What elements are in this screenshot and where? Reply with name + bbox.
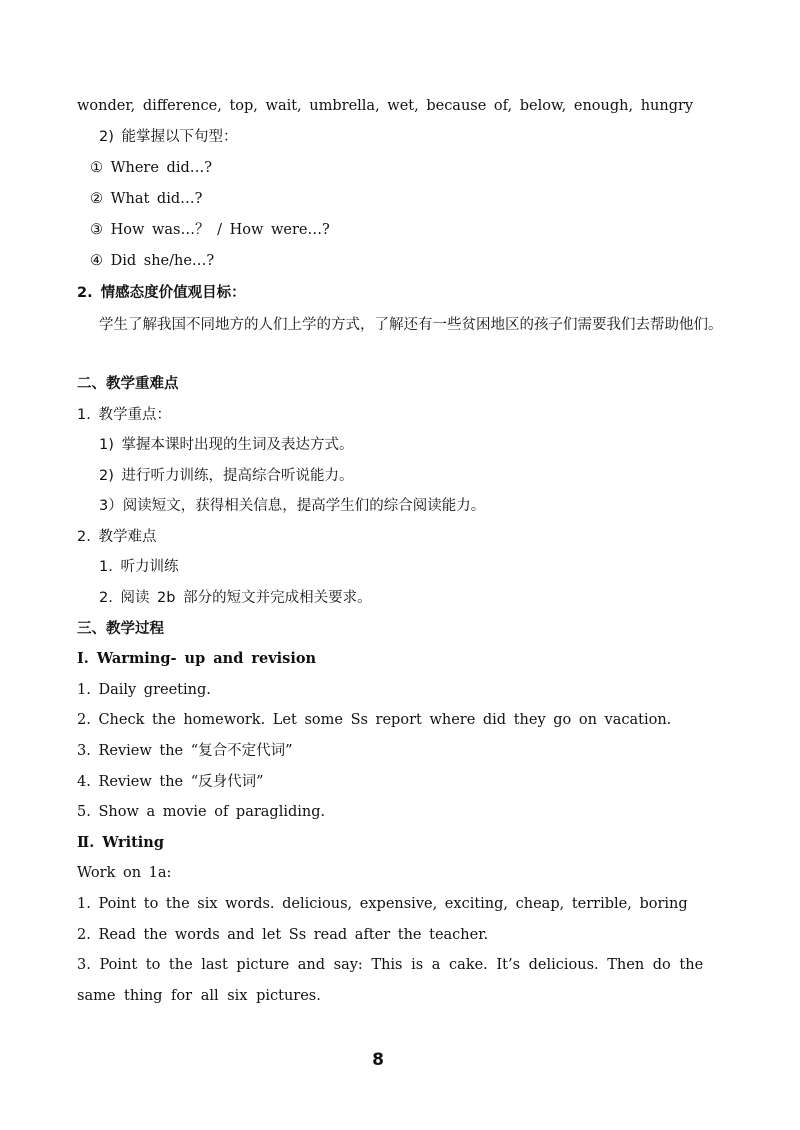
work-on-label: Work on 1a: <box>77 865 172 881</box>
pattern-3: ③ How was…？ / How were…? <box>90 222 330 238</box>
warmup-item-1: 1. Daily greeting. <box>77 682 211 698</box>
pattern-1: ① Where did…? <box>90 160 213 176</box>
difficulty-1: 1. 听力训练 <box>99 559 179 575</box>
warmup-item-5: 5. Show a movie of paragliding. <box>77 804 326 820</box>
section-heading-affective-goals: 2. 情感态度价值观目标： <box>77 285 246 301</box>
affective-goals-paragraph: 学生了解我国不同地方的人们上学的方式，了解还有一些贫困地区的孩子们需要我们去帮助他们。 <box>99 317 723 333</box>
objective-sentence-patterns: 2) 能掌握以下句型： <box>99 129 238 145</box>
section-heading-teaching-process: 三、教学过程 <box>77 621 164 637</box>
section-heading-key-points: 二、教学重难点 <box>77 376 179 392</box>
difficulty-2: 2. 阅读 2b 部分的短文并完成相关要求。 <box>99 590 372 606</box>
key-points-label: 1. 教学重点： <box>77 407 171 423</box>
page-number: 8 <box>372 1050 384 1070</box>
pattern-4: ④ Did she/he…? <box>90 253 215 269</box>
difficulties-label: 2. 教学难点 <box>77 529 157 545</box>
pattern-2: ② What did…? <box>90 191 203 207</box>
key-point-1: 1) 掌握本课时出现的生词及表达方式。 <box>99 437 354 453</box>
key-point-3: 3）阅读短文，获得相关信息，提高学生们的综合阅读能力。 <box>99 498 486 514</box>
warmup-item-4: 4. Review the “反身代词” <box>77 774 264 790</box>
step-heading-warming-up: Ⅰ. Warming- up and revision <box>77 650 317 667</box>
warmup-item-3: 3. Review the “复合不定代词” <box>77 743 293 759</box>
writing-item-1: 1. Point to the six words. delicious, expensive, exciting, cheap, terrible, boring <box>77 896 688 912</box>
writing-item-3: 3. Point to the last picture and say: This is a cake. It’s delicious. Then do the same thing for all six pictures. <box>77 957 704 1004</box>
warmup-item-2: 2. Check the homework. Let some Ss report where did they go on vacation. <box>77 712 672 728</box>
writing-item-2: 2. Read the words and let Ss read after the teacher. <box>77 927 489 943</box>
step-heading-writing: Ⅱ. Writing <box>77 834 164 851</box>
key-point-2: 2) 进行听力训练，提高综合听说能力。 <box>99 468 354 484</box>
vocabulary-line: wonder, difference, top, wait, umbrella, wet, because of, below, enough, hungry <box>77 98 694 114</box>
